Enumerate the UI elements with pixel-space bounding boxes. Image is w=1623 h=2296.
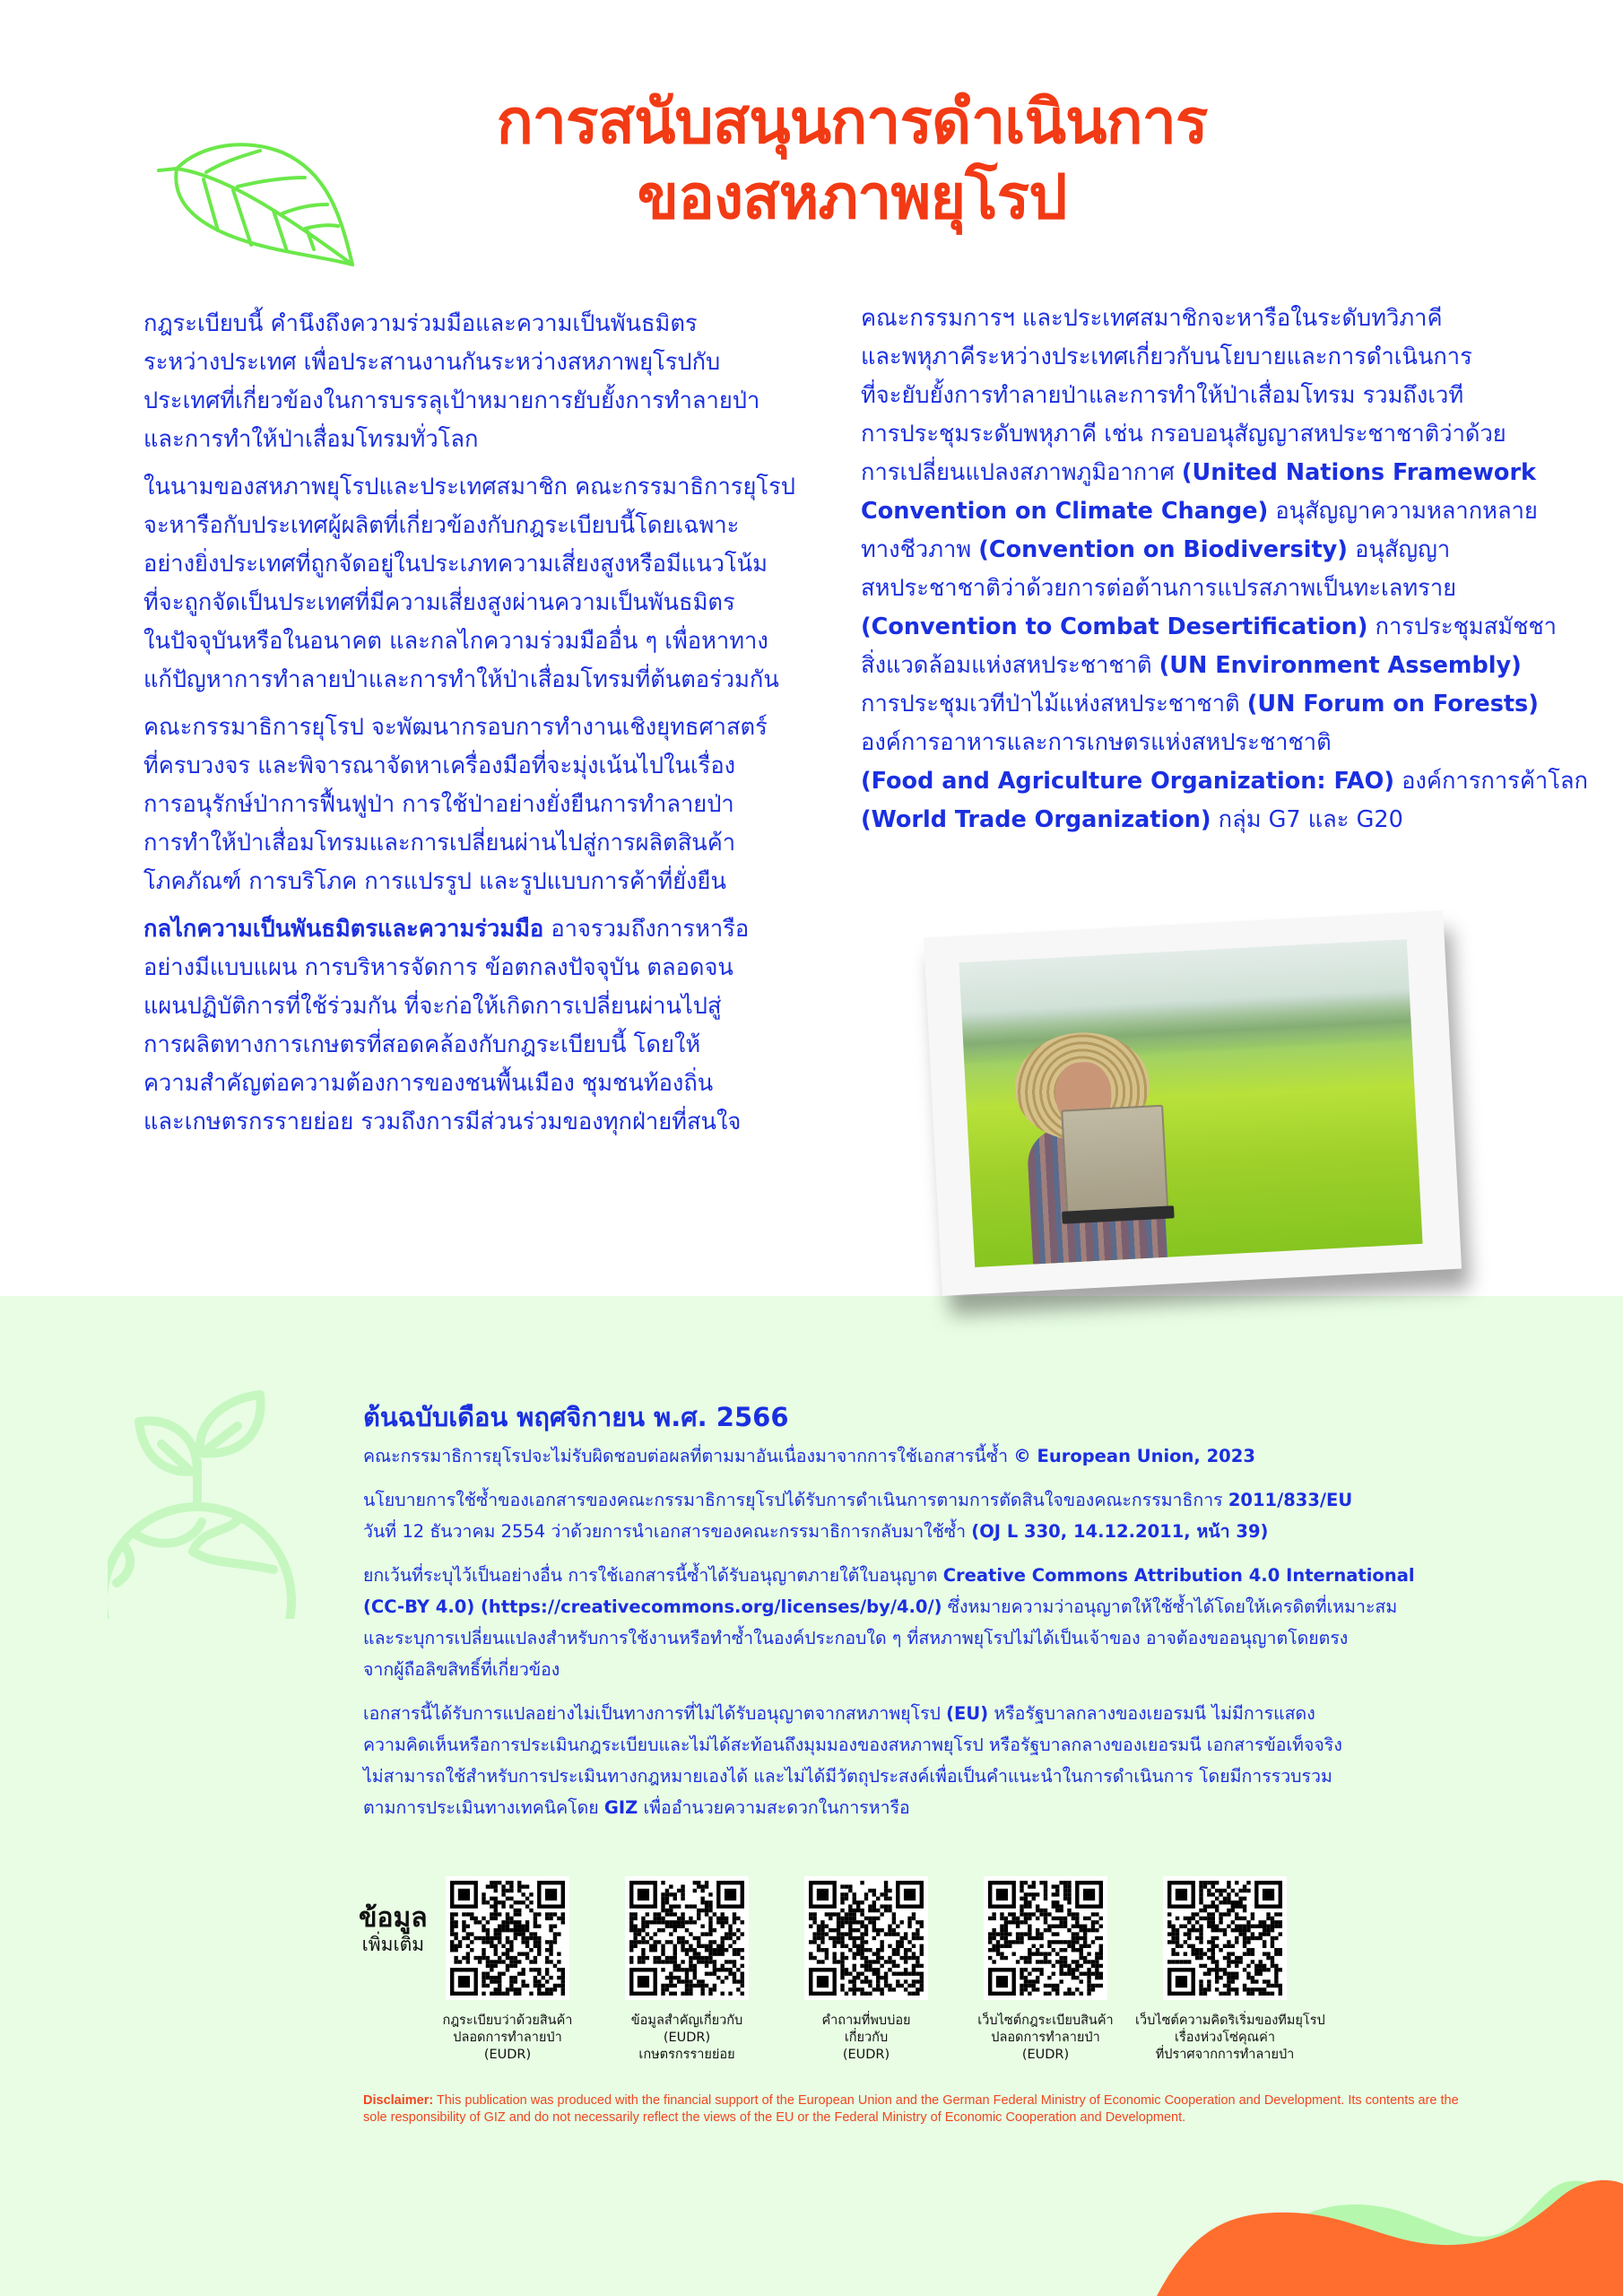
copyright-notice: © European Union, 2023 bbox=[1013, 1446, 1255, 1466]
text-line: ระหว่างประเทศ เพื่อประสานงานกันระหว่างสหภาพยุโรปกับ bbox=[143, 349, 721, 376]
text-line: คณะกรรมาธิการยุโรป จะพัฒนากรอบการทำงานเชิงยุทธศาสตร์ bbox=[143, 714, 768, 741]
text-fragment: ไม่สามารถใช้สำหรับการประเมินทางกฎหมายเองได้ และไม่ได้มีวัตถุประสงค์เพื่อเป็นคำแนะนำในการดำเนินการ โดยมีการรวบรวม bbox=[363, 1766, 1332, 1787]
qr-caption bbox=[1135, 2013, 1325, 2064]
decision-reference: 2011/833/EU bbox=[1228, 1490, 1353, 1510]
license-name: Creative Commons Attribution 4.0 International bbox=[942, 1565, 1415, 1586]
more-info-line-2: เพิ่มเติม bbox=[361, 1934, 425, 1955]
text-line: การทำให้ป่าเสื่อมโทรมและการเปลี่ยนผ่านไปสู่การผลิตสินค้า bbox=[143, 830, 736, 857]
giz-abbrev: GIZ bbox=[603, 1797, 638, 1818]
text-fragment: อนุสัญญาความหลากหลาย bbox=[1268, 498, 1538, 525]
paragraph-member-states bbox=[143, 468, 795, 700]
org-name: (Food and Agriculture Organization: FAO) bbox=[861, 768, 1395, 795]
page-title bbox=[323, 85, 1381, 236]
right-column bbox=[861, 300, 1588, 848]
text-fragment: เพื่ออำนวยความสะดวกในการหารือ bbox=[638, 1797, 910, 1818]
text-line bbox=[861, 647, 1524, 685]
text-line: ที่ครบวงจร และพิจารณาจัดหาเครื่องมือที่จะมุ่งเน้นไปในเรื่อง bbox=[143, 752, 736, 779]
text-line bbox=[861, 685, 1539, 724]
qr-caption bbox=[777, 2013, 956, 2064]
caption-line: คำถามที่พบบ่อย bbox=[821, 2013, 911, 2028]
qr-code-graphic bbox=[1167, 1881, 1282, 1996]
text-line: ที่จะยับยั้งการทำลายป่าและการทำให้ป่าเสื่อมโทรม รวมถึงเวที bbox=[861, 382, 1464, 409]
disclaimer-text: This publication was produced with the financial support of the European Union and the German Federal Ministry of Economic Cooperation and Development. Its contents are the sole responsibility of GIZ and do not necessarily reflect the views of the EU or the Federal Ministry of Economic Cooperation and Development. bbox=[363, 2093, 1459, 2125]
text-line: แก้ปัญหาการทำลายป่าและการทำให้ป่าเสื่อมโทรมที่ต้นตอร่วมกัน bbox=[143, 666, 779, 693]
caption-line: เรื่องห่วงโซ่คุณค่า bbox=[1175, 2031, 1275, 2045]
text-fragment: คณะกรรมาธิการยุโรปจะไม่รับผิดชอบต่อผลที่ตามมาอันเนื่องมาจากการใช้เอกสารนี้ซ้ำ bbox=[363, 1446, 1014, 1466]
org-name: (United Nations Framework bbox=[1181, 459, 1536, 486]
text-line: และการทำให้ป่าเสื่อมโทรมทั่วโลก bbox=[143, 426, 479, 453]
text-fragment: นโยบายการใช้ซ้ำของเอกสารของคณะกรรมาธิการยุโรปได้รับการดำเนินการตามการตัดสินใจของคณะกรรมาธิการ bbox=[363, 1490, 1228, 1510]
text-line: ในปัจจุบันหรือในอนาคต และกลไกความร่วมมืออื่น ๆ เพื่อหาทาง bbox=[143, 628, 768, 655]
caption-line: เกษตรกรรายย่อย bbox=[638, 2048, 735, 2062]
text-line: และเกษตรกรรายย่อย รวมถึงการมีส่วนร่วมของทุกฝ่ายที่สนใจ bbox=[143, 1109, 742, 1135]
text-line: การอนุรักษ์ป่าการฟื้นฟูป่า การใช้ป่าอย่างยั่งยืนการทำลายป่า bbox=[143, 791, 734, 818]
text-line: การผลิตทางการเกษตรที่สอดคล้องกับกฎระเบียบนี้ โดยให้ bbox=[143, 1031, 701, 1058]
text-fragment: ซึ่งหมายความว่าอนุญาตให้ใช้ซ้ำได้โดยให้เครดิตที่เหมาะสม bbox=[942, 1596, 1398, 1617]
org-name: (UN Environment Assembly) bbox=[1159, 652, 1522, 679]
text-line bbox=[861, 454, 1536, 492]
footer-title: ต้นฉบับเดือน พฤศจิกายน พ.ศ. 2566 bbox=[363, 1402, 789, 1432]
caption-line: (EUDR) bbox=[483, 2048, 532, 2062]
text-line: ที่จะถูกจัดเป็นประเทศที่มีความเสี่ยงสูงผ่านความเป็นพันธมิตร bbox=[143, 589, 735, 616]
partnership-heading: กลไกความเป็นพันธมิตรและความร่วมมือ bbox=[143, 916, 544, 943]
text-line: คณะกรรมการฯ และประเทศสมาชิกจะหารือในระดับทวิภาคี bbox=[861, 305, 1443, 332]
org-name: Convention on Climate Change) bbox=[861, 498, 1269, 525]
paragraph-bilateral bbox=[861, 300, 1588, 839]
org-name: (UN Forum on Forests) bbox=[1246, 691, 1539, 718]
caption-line: ที่ปราศจากการทำลายป่า bbox=[1155, 2048, 1295, 2062]
eu-abbrev: (EU) bbox=[946, 1703, 989, 1724]
text-fragment: กลุ่ม G7 และ G20 bbox=[1211, 806, 1403, 833]
caption-line: (EUDR) bbox=[842, 2048, 890, 2062]
text-fragment: หรือรัฐบาลกลางของเยอรมนี ไม่มีการแสดง bbox=[988, 1703, 1315, 1724]
text-line: ประเทศที่เกี่ยวข้องในการบรรลุเป้าหมายการยับยั้งการทำลายป่า bbox=[143, 387, 760, 414]
text-line: กฎระเบียบนี้ คำนึงถึงความร่วมมือและความเป็นพันธมิตร bbox=[143, 310, 698, 337]
decorative-waves bbox=[1130, 2139, 1623, 2296]
text-line: สหประชาชาติว่าด้วยการต่อต้านการแปรสภาพเป็นทะเลทราย bbox=[861, 575, 1457, 602]
text-line bbox=[861, 531, 1524, 570]
qr-caption bbox=[597, 2013, 777, 2064]
text-fragment: การเปลี่ยนแปลงสภาพภูมิอากาศ bbox=[861, 459, 1182, 486]
text-line: จะหารือกับประเทศผู้ผลิตที่เกี่ยวข้องกับกฎระเบียบนี้โดยเฉพาะ bbox=[143, 512, 740, 539]
oj-reference: (OJ L 330, 14.12.2011, หน้า 39) bbox=[971, 1521, 1269, 1542]
qr-item[interactable] bbox=[418, 1876, 597, 2064]
text-fragment: สิ่งแวดล้อมแห่งสหประชาชาติ bbox=[861, 652, 1159, 679]
text-fragment: เอกสารนี้ได้รับการแปลอย่างไม่เป็นทางการที่ไม่ได้รับอนุญาตจากสหภาพยุโรป bbox=[363, 1703, 947, 1724]
qr-code-graphic bbox=[629, 1881, 744, 1996]
qr-code-graphic bbox=[450, 1881, 565, 1996]
left-column bbox=[143, 305, 795, 1151]
text-fragment: อนุสัญญา bbox=[1347, 536, 1451, 563]
text-fragment: จากผู้ถือลิขสิทธิ์ที่เกี่ยวข้อง bbox=[363, 1659, 560, 1680]
text-fragment: วันที่ 12 ธันวาคม 2554 ว่าด้วยการนำเอกสารของคณะกรรมาธิการกลับมาใช้ซ้ำ bbox=[363, 1521, 972, 1542]
caption-line: (EUDR) bbox=[1021, 2048, 1070, 2062]
text-line bbox=[143, 910, 771, 949]
disclaimer bbox=[363, 2092, 1462, 2126]
text-line: การประชุมระดับพหุภาคี เช่น กรอบอนุสัญญาสหประชาชาติว่าด้วย bbox=[861, 421, 1506, 448]
paragraph-partnership bbox=[143, 910, 771, 1142]
title-line-1: การสนับสนุนการดำเนินการ bbox=[496, 87, 1208, 158]
qr-item[interactable] bbox=[777, 1876, 956, 2064]
qr-code-graphic bbox=[988, 1881, 1103, 1996]
caption-line: กฎระเบียบว่าด้วยสินค้า bbox=[442, 2013, 573, 2028]
footer-reuse-policy bbox=[363, 1484, 1462, 1547]
text-fragment: ตามการประเมินทางเทคนิคโดย bbox=[363, 1797, 604, 1818]
caption-line: เว็บไซต์ความคิดริเริ่มของทีมยุโรป bbox=[1135, 2013, 1325, 2028]
org-name: (Convention on Biodiversity) bbox=[978, 536, 1348, 563]
paragraph-framework bbox=[143, 709, 771, 901]
text-line: อย่างมีแบบแผน การบริหารจัดการ ข้อตกลงปัจจุบัน ตลอดจน bbox=[143, 954, 733, 981]
text-fragment: อาจรวมถึงการหารือ bbox=[543, 916, 750, 943]
footer-translation-note bbox=[363, 1698, 1462, 1823]
text-line: ความสำคัญต่อความต้องการของชนพื้นเมือง ชุมชนท้องถิ่น bbox=[143, 1070, 714, 1097]
caption-line: เว็บไซต์กฎระเบียบสินค้า bbox=[977, 2013, 1114, 2028]
qr-item[interactable] bbox=[956, 1876, 1135, 2064]
org-name: (Convention to Combat Desertification) bbox=[861, 613, 1368, 640]
globe-sprout-icon bbox=[108, 1386, 323, 1619]
org-name: (World Trade Organization) bbox=[861, 806, 1211, 833]
qr-code-icon[interactable] bbox=[804, 1876, 928, 2000]
caption-line: ข้อมูลสำคัญเกี่ยวกับ bbox=[630, 2013, 743, 2028]
footer-text bbox=[363, 1399, 1462, 1836]
disclaimer-label: Disclaimer: bbox=[363, 2093, 434, 2108]
photo-frame bbox=[924, 910, 1462, 1296]
text-line bbox=[861, 492, 1538, 531]
footer-copyright bbox=[363, 1440, 1462, 1472]
paragraph-cooperation bbox=[143, 305, 771, 459]
license-link[interactable]: (CC-BY 4.0) (https://creativecommons.org/licenses/by/4.0/) bbox=[363, 1596, 942, 1617]
qr-code-icon[interactable] bbox=[625, 1876, 749, 2000]
text-fragment: และระบุการเปลี่ยนแปลงสำหรับการใช้งานหรือทำซ้ำในองค์ประกอบใด ๆ ที่สหภาพยุโรปไม่ได้เป็นเจ้าของ อาจต้องขออนุญาตโดยตรง bbox=[363, 1628, 1349, 1648]
text-fragment: ทางชีวภาพ bbox=[861, 536, 979, 563]
caption-line: ปลอดการทำลายป่า bbox=[991, 2031, 1100, 2045]
text-line: องค์การอาหารและการเกษตรแห่งสหประชาชาติ bbox=[861, 729, 1332, 756]
text-line: อย่างยิ่งประเทศที่ถูกจัดอยู่ในประเภทความเสี่ยงสูงหรือมีแนวโน้ม bbox=[143, 551, 768, 578]
qr-code-graphic bbox=[809, 1881, 924, 1996]
qr-item[interactable] bbox=[597, 1876, 777, 2064]
title-line-2: ของสหภาพยุโรป bbox=[637, 162, 1067, 233]
text-line: และพหุภาคีระหว่างประเทศเกี่ยวกับนโยบายและการดำเนินการ bbox=[861, 344, 1472, 370]
footer-license bbox=[363, 1560, 1462, 1685]
text-fragment: องค์การการค้าโลก bbox=[1394, 768, 1588, 795]
farmer-photo bbox=[959, 939, 1422, 1267]
text-fragment: การประชุมเวทีป่าไม้แห่งสหประชาชาติ bbox=[861, 691, 1247, 718]
text-line: แผนปฏิบัติการที่ใช้ร่วมกัน ที่จะก่อให้เกิดการเปลี่ยนผ่านไปสู่ bbox=[143, 993, 722, 1020]
text-line: โภคภัณฑ์ การบริโภค การแปรรูป และรูปแบบการค้าที่ยั่งยืน bbox=[143, 868, 726, 895]
text-fragment: ยกเว้นที่ระบุไว้เป็นอย่างอื่น การใช้เอกสารนี้ซ้ำได้รับอนุญาตภายใต้ใบอนุญาต bbox=[363, 1565, 943, 1586]
caption-line: ปลอดการทำลายป่า bbox=[453, 2031, 562, 2045]
caption-line: เกี่ยวกับ bbox=[844, 2031, 889, 2045]
qr-item[interactable] bbox=[1135, 1876, 1325, 2064]
qr-code-icon[interactable] bbox=[984, 1876, 1107, 2000]
qr-caption bbox=[418, 2013, 597, 2064]
photo-laptop bbox=[1061, 1105, 1168, 1217]
qr-code-icon[interactable] bbox=[446, 1876, 569, 2000]
qr-code-icon[interactable] bbox=[1163, 1876, 1287, 2000]
qr-caption bbox=[956, 2013, 1135, 2064]
text-line bbox=[861, 801, 1524, 839]
text-fragment: ความคิดเห็นหรือการประเมินกฎระเบียบและไม่ได้สะท้อนถึงมุมมองของสหภาพยุโรป หรือรัฐบาลกลางของเยอรมนี เอกสารข้อเท็จจริง bbox=[363, 1735, 1342, 1755]
text-fragment: การประชุมสมัชชา bbox=[1367, 613, 1557, 640]
more-info-line-1: ข้อมูล bbox=[359, 1902, 428, 1934]
text-line: ในนามของสหภาพยุโรปและประเทศสมาชิก คณะกรรมาธิการยุโรป bbox=[143, 474, 795, 500]
text-line bbox=[861, 608, 1557, 647]
text-line bbox=[861, 762, 1588, 801]
caption-line: (EUDR) bbox=[663, 2031, 711, 2045]
